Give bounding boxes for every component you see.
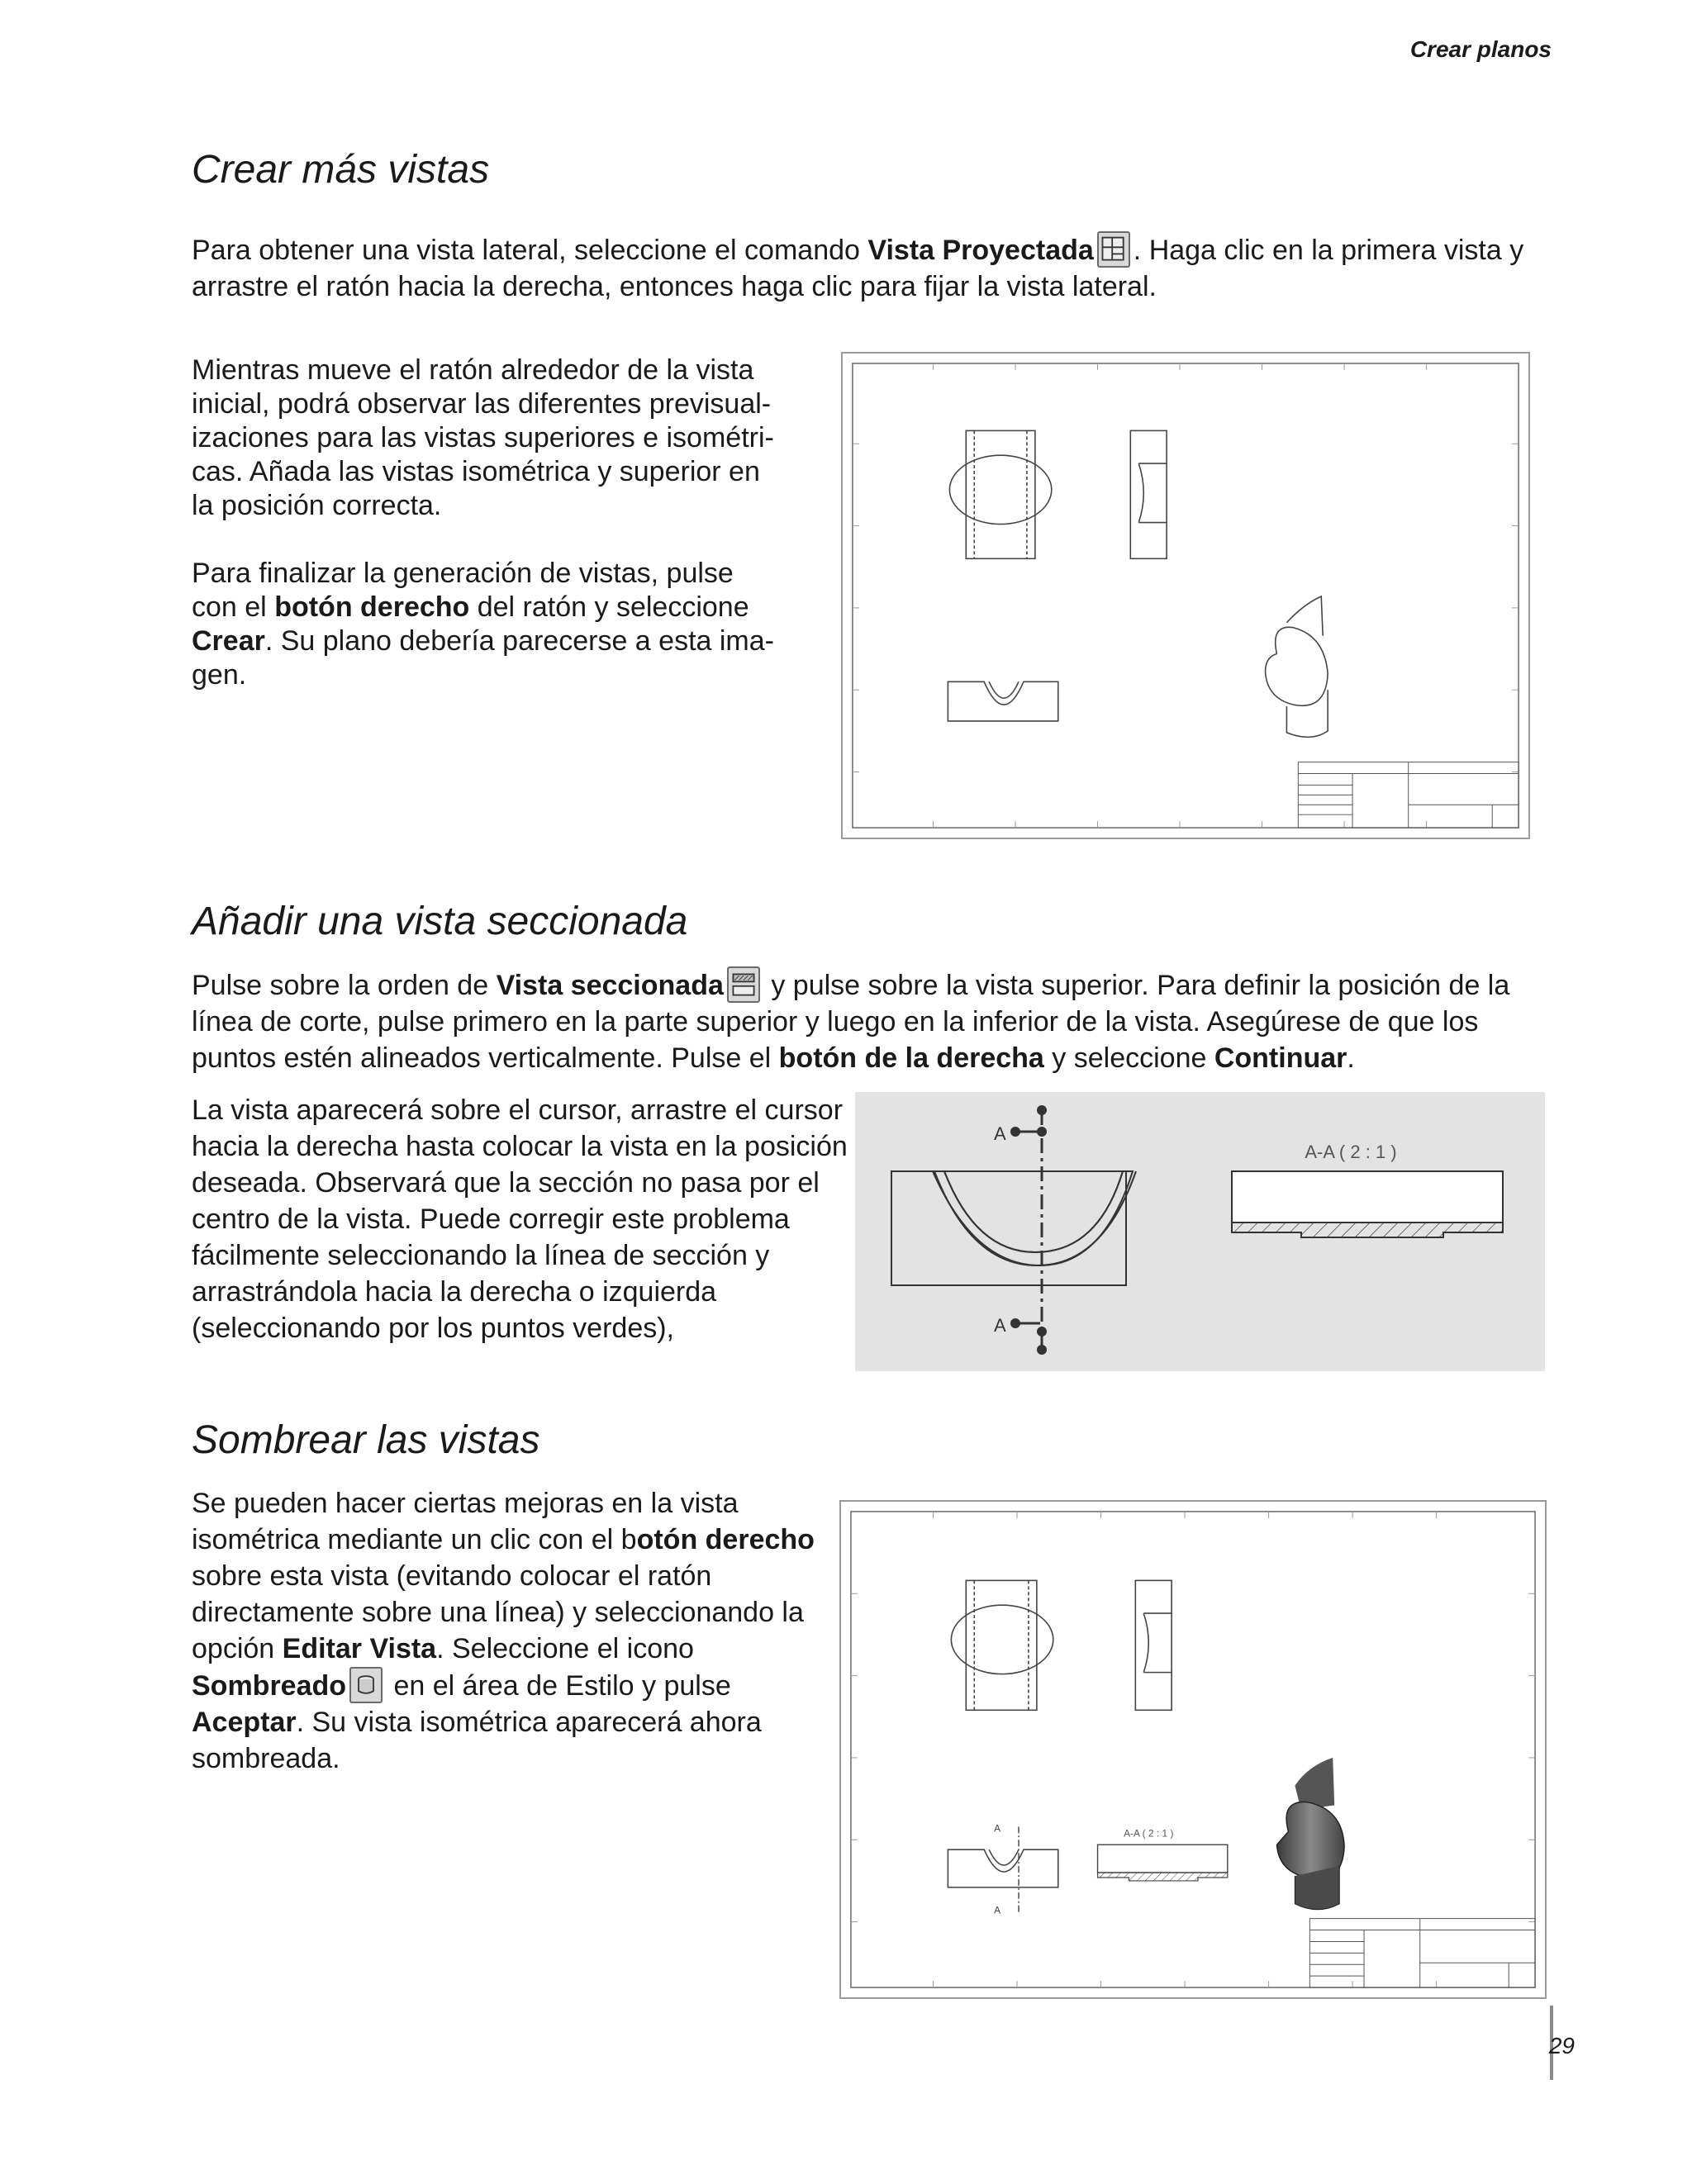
drawing-sheet-figure-1 <box>841 352 1530 839</box>
text: Para obtener una vista lateral, seleccione el comando <box>192 235 868 266</box>
paragraph-vista-proyectada <box>192 231 1547 305</box>
text-bold: Editar Vista <box>282 1633 437 1664</box>
text: Para finalizar la generación de vistas, pulse con el <box>192 558 734 623</box>
paragraph-finalizar <box>192 557 787 692</box>
command-name: Vista Proyectada <box>867 235 1094 266</box>
text-bold: Sombreado <box>192 1670 347 1702</box>
text-bold: botón de la derecha <box>778 1042 1044 1074</box>
section-view-icon <box>727 966 760 1003</box>
text-bold: Crear <box>192 625 265 657</box>
section-marker-bottom: A <box>994 1315 1006 1336</box>
text: del ratón y seleccione <box>469 591 749 623</box>
text: . Haga clic en la primera vista y arrastre el ratón hacia la derecha, entonces haga clic para fijar la vista lateral. <box>192 235 1524 302</box>
paragraph-vista-seccionada <box>192 966 1547 1076</box>
section-label: A-A ( 2 : 1 ) <box>1305 1142 1397 1162</box>
page-number: 29 <box>1548 2033 1575 2058</box>
shaded-style-icon <box>349 1667 383 1703</box>
text-bold: botón derecho <box>274 591 470 623</box>
section-marker-bottom-small: A <box>994 1904 1001 1916</box>
projected-view-icon <box>1097 231 1130 268</box>
section-marker-top-small: A <box>994 1822 1001 1835</box>
paragraph-previsualizaciones: Mientras mueve el ratón alrededor de la vista inicial, podrá observar las diferentes previsualizaciones para las vistas superiores e isométricas. Añada las vistas isométrica y superior en la posición correcta. <box>192 354 774 521</box>
text: y pulse sobre la vista superior. Para definir la posición de la línea de corte, pulse primero en la parte superior y luego en la inferior de la vista. Asegúrese de que los puntos estén alineados verticalmente. Pulse el <box>192 970 1510 1074</box>
running-head: Crear planos <box>1409 36 1552 62</box>
text-bold: otón derecho <box>636 1524 815 1555</box>
text: . <box>1347 1042 1355 1074</box>
text: y seleccione <box>1043 1042 1214 1074</box>
text: en el área de Estilo y pulse <box>386 1670 731 1702</box>
text: . Su vista isométrica aparecerá ahora sombreada. <box>192 1707 762 1774</box>
text: . Seleccione el icono <box>436 1633 694 1664</box>
section-marker-top: A <box>994 1123 1006 1144</box>
text: . Su plano debería parecerse a esta imagen. <box>192 625 774 691</box>
paragraph-arrastre-vista: La vista aparecerá sobre el cursor, arrastre el cursor hacia la derecha hasta colocar la vista en la posición deseada. Observará que la sección no pasa por el centro de la vista. Puede corregir este problema fácilmente seleccionando la línea de sección y arrastrándola hacia la derecha o izquierda (seleccionando por los puntos verdes), <box>192 1094 848 1344</box>
section-title-crear-mas-vistas: Crear más vistas <box>192 148 490 192</box>
section-label-small: A-A ( 2 : 1 ) <box>1124 1827 1174 1840</box>
shaded-isometric-view <box>1277 1758 1345 1910</box>
section-title-vista-seccionada: Añadir una vista seccionada <box>192 900 688 943</box>
section-view-figure <box>855 1092 1545 1371</box>
text: sobre esta vista (evitando colocar el ratón directamente sobre una línea) y seleccionando la opción <box>192 1560 804 1664</box>
section-title-sombrear: Sombrear las vistas <box>192 1418 540 1462</box>
text: Se pueden hacer ciertas mejoras en la vista isométrica mediante un clic con el b <box>192 1488 739 1555</box>
paragraph-sombrear <box>192 1485 844 1777</box>
text: Pulse sobre la orden de <box>192 970 497 1001</box>
command-name: Vista seccionada <box>496 970 724 1001</box>
text-bold: Aceptar <box>192 1707 297 1738</box>
text-bold: Continuar <box>1214 1042 1347 1074</box>
drawing-sheet-figure-2 <box>839 1500 1547 1999</box>
